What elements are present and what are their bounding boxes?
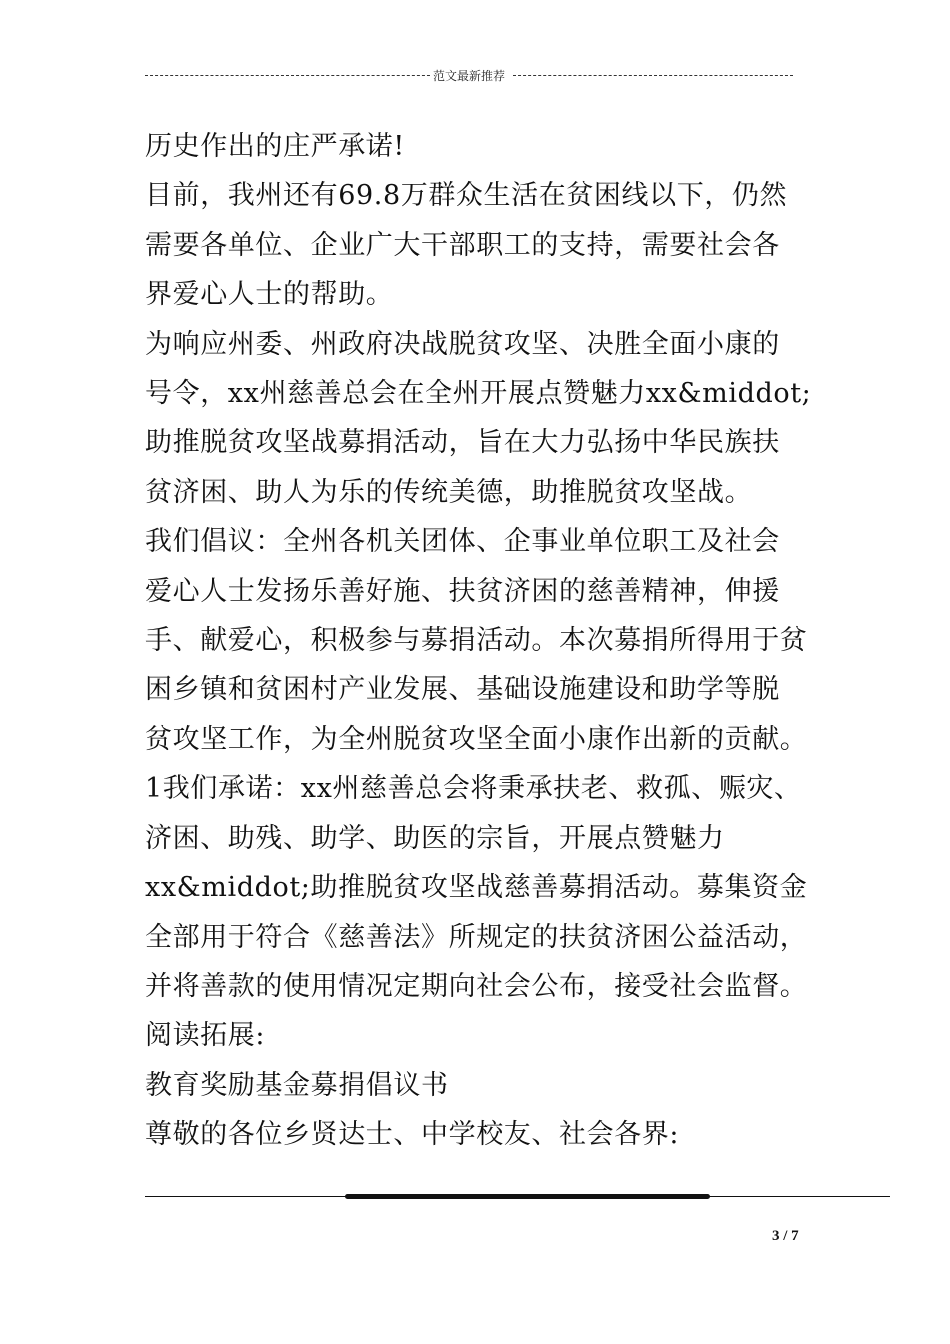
text-line: 我们倡议：全州各机关团体、企事业单位职工及社会 xyxy=(145,526,780,558)
header-title-wrap xyxy=(145,66,793,86)
header-title: 范文最新推荐 xyxy=(432,69,505,83)
text-line: 目前，我州还有69.8万群众生活在贫困线以下，仍然 xyxy=(145,180,788,212)
salutation: 尊敬的各位乡贤达士、中学校友、社会各界: xyxy=(145,1119,680,1151)
footer-divider-thick xyxy=(345,1194,710,1199)
text-line: 界爱心人士的帮助。 xyxy=(145,279,394,311)
text-line: 困乡镇和贫困村产业发展、基础设施建设和助学等脱 xyxy=(145,674,780,706)
text-line: 需要各单位、企业广大干部职工的支持，需要社会各 xyxy=(145,229,780,261)
text-line: 全部用于符合《慈善法》所规定的扶贫济困公益活动， xyxy=(145,921,808,953)
text-line: 贫济困、助人为乐的传统美德，助推脱贫攻坚战。 xyxy=(145,476,753,508)
document-body xyxy=(145,122,825,1160)
text-line: 为响应州委、州政府决战脱贫攻坚、决胜全面小康的 xyxy=(145,328,780,360)
text-line: 助推脱贫攻坚战募捐活动，旨在大力弘扬中华民族扶 xyxy=(145,427,780,459)
text-line: 贫攻坚工作，为全州脱贫攻坚全面小康作出新的贡献。 xyxy=(145,723,808,755)
text-line: 爱心人士发扬乐善好施、扶贫济困的慈善精神，伸援 xyxy=(145,575,780,607)
text-line: 济困、助残、助学、助医的宗旨，开展点赞魅力 xyxy=(145,822,725,854)
page-number: 3 / 7 xyxy=(772,1228,799,1244)
text-line: 号令，xx州慈善总会在全州开展点赞魅力xx&middot; xyxy=(145,378,812,410)
footer-divider xyxy=(145,1194,890,1200)
page-header xyxy=(145,66,793,86)
extension-title: 教育奖励基金募捐倡议书 xyxy=(145,1069,449,1101)
text-line: 历史作出的庄严承诺! xyxy=(145,131,405,162)
reading-extension-label: 阅读拓展: xyxy=(145,1020,266,1052)
text-line: xx&middot;助推脱贫攻坚战慈善募捐活动。募集资金 xyxy=(145,872,808,904)
text-line: 并将善款的使用情况定期向社会公布，接受社会监督。 xyxy=(145,970,808,1002)
text-line: 1我们承诺：xx州慈善总会将秉承扶老、救孤、赈灾、 xyxy=(145,773,802,805)
text-line: 手、献爱心，积极参与募捐活动。本次募捐所得用于贫 xyxy=(145,625,808,657)
